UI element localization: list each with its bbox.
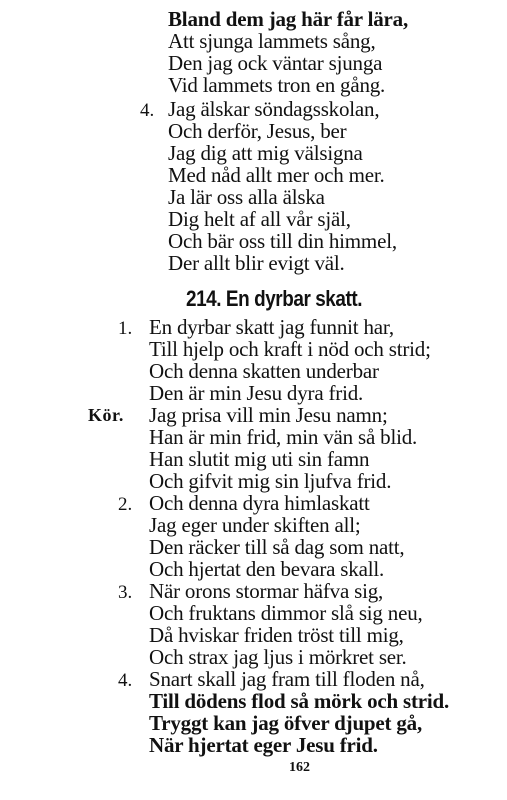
prev-verse4-line-5: Ja lär oss alla älska <box>168 185 325 209</box>
hymn-title: 214. En dyrbar skatt. <box>186 286 363 311</box>
chorus-line-3: Han slutit mig uti sin famn <box>149 447 370 471</box>
page-number: 162 <box>289 760 310 775</box>
verse2-line-4: Och hjertat den bevara skall. <box>149 557 385 581</box>
verse3-line-1: När orons stormar häfva sig, <box>149 579 384 603</box>
prev-verse4-line-7: Och bär oss till din himmel, <box>168 229 397 253</box>
prev-verse4-line-4: Med nåd allt mer och mer. <box>168 163 385 187</box>
prev-verse4-line-6: Dig helt af all vår själ, <box>168 207 351 231</box>
verse4-line-4: När hjertat eger Jesu frid. <box>149 733 378 757</box>
verse3-line-4: Och strax jag ljus i mörkret ser. <box>149 645 407 669</box>
verse3-number: 3. <box>118 582 133 603</box>
verse2-number: 2. <box>118 494 133 515</box>
verse4-line-3: Tryggt kan jag öfver djupet gå, <box>149 711 423 735</box>
verse4-number: 4. <box>118 670 133 691</box>
prev-verse4-line-8: Der allt blir evigt väl. <box>168 251 345 275</box>
prev-verse3-line-2: Att sjunga lammets sång, <box>168 29 376 53</box>
prev-verse3-line-3: Den jag ock väntar sjunga <box>168 51 383 75</box>
verse1-line-4: Den är min Jesu dyra frid. <box>149 381 364 405</box>
prev-verse4-number: 4. <box>140 100 155 121</box>
verse4-line-1: Snart skall jag fram till floden nå, <box>149 667 425 691</box>
prev-verse3-line-4: Vid lammets tron en gång. <box>168 73 386 97</box>
prev-verse4-line-1: Jag älskar söndagsskolan, <box>168 97 380 121</box>
chorus-line-4: Och gifvit mig sin ljufva frid. <box>149 469 392 493</box>
verse1-line-1: En dyrbar skatt jag funnit har, <box>149 315 394 339</box>
verse3-line-2: Och fruktans dimmor slå sig neu, <box>149 601 423 625</box>
verse4-line-2: Till dödens flod så mörk och strid. <box>149 689 450 713</box>
chorus-line-1: Jag prisa vill min Jesu namn; <box>149 403 388 427</box>
prev-verse3-line-1: Bland dem jag här får lära, <box>168 7 408 31</box>
verse2-line-2: Jag eger under skiften all; <box>149 513 361 537</box>
verse1-line-3: Och denna skatten underbar <box>149 359 379 383</box>
prev-verse4-line-2: Och derför, Jesus, ber <box>168 119 347 143</box>
chorus-line-2: Han är min frid, min vän så blid. <box>149 425 418 449</box>
verse3-line-3: Då hviskar friden tröst till mig, <box>149 623 404 647</box>
chorus-label: Kör. <box>88 405 124 425</box>
verse2-line-1: Och denna dyra himlaskatt <box>149 491 370 515</box>
prev-verse4-line-3: Jag dig att mig välsigna <box>168 141 363 165</box>
verse1-number: 1. <box>118 318 133 339</box>
verse2-line-3: Den räcker till så dag som natt, <box>149 535 405 559</box>
verse1-line-2: Till hjelp och kraft i nöd och strid; <box>149 337 431 361</box>
